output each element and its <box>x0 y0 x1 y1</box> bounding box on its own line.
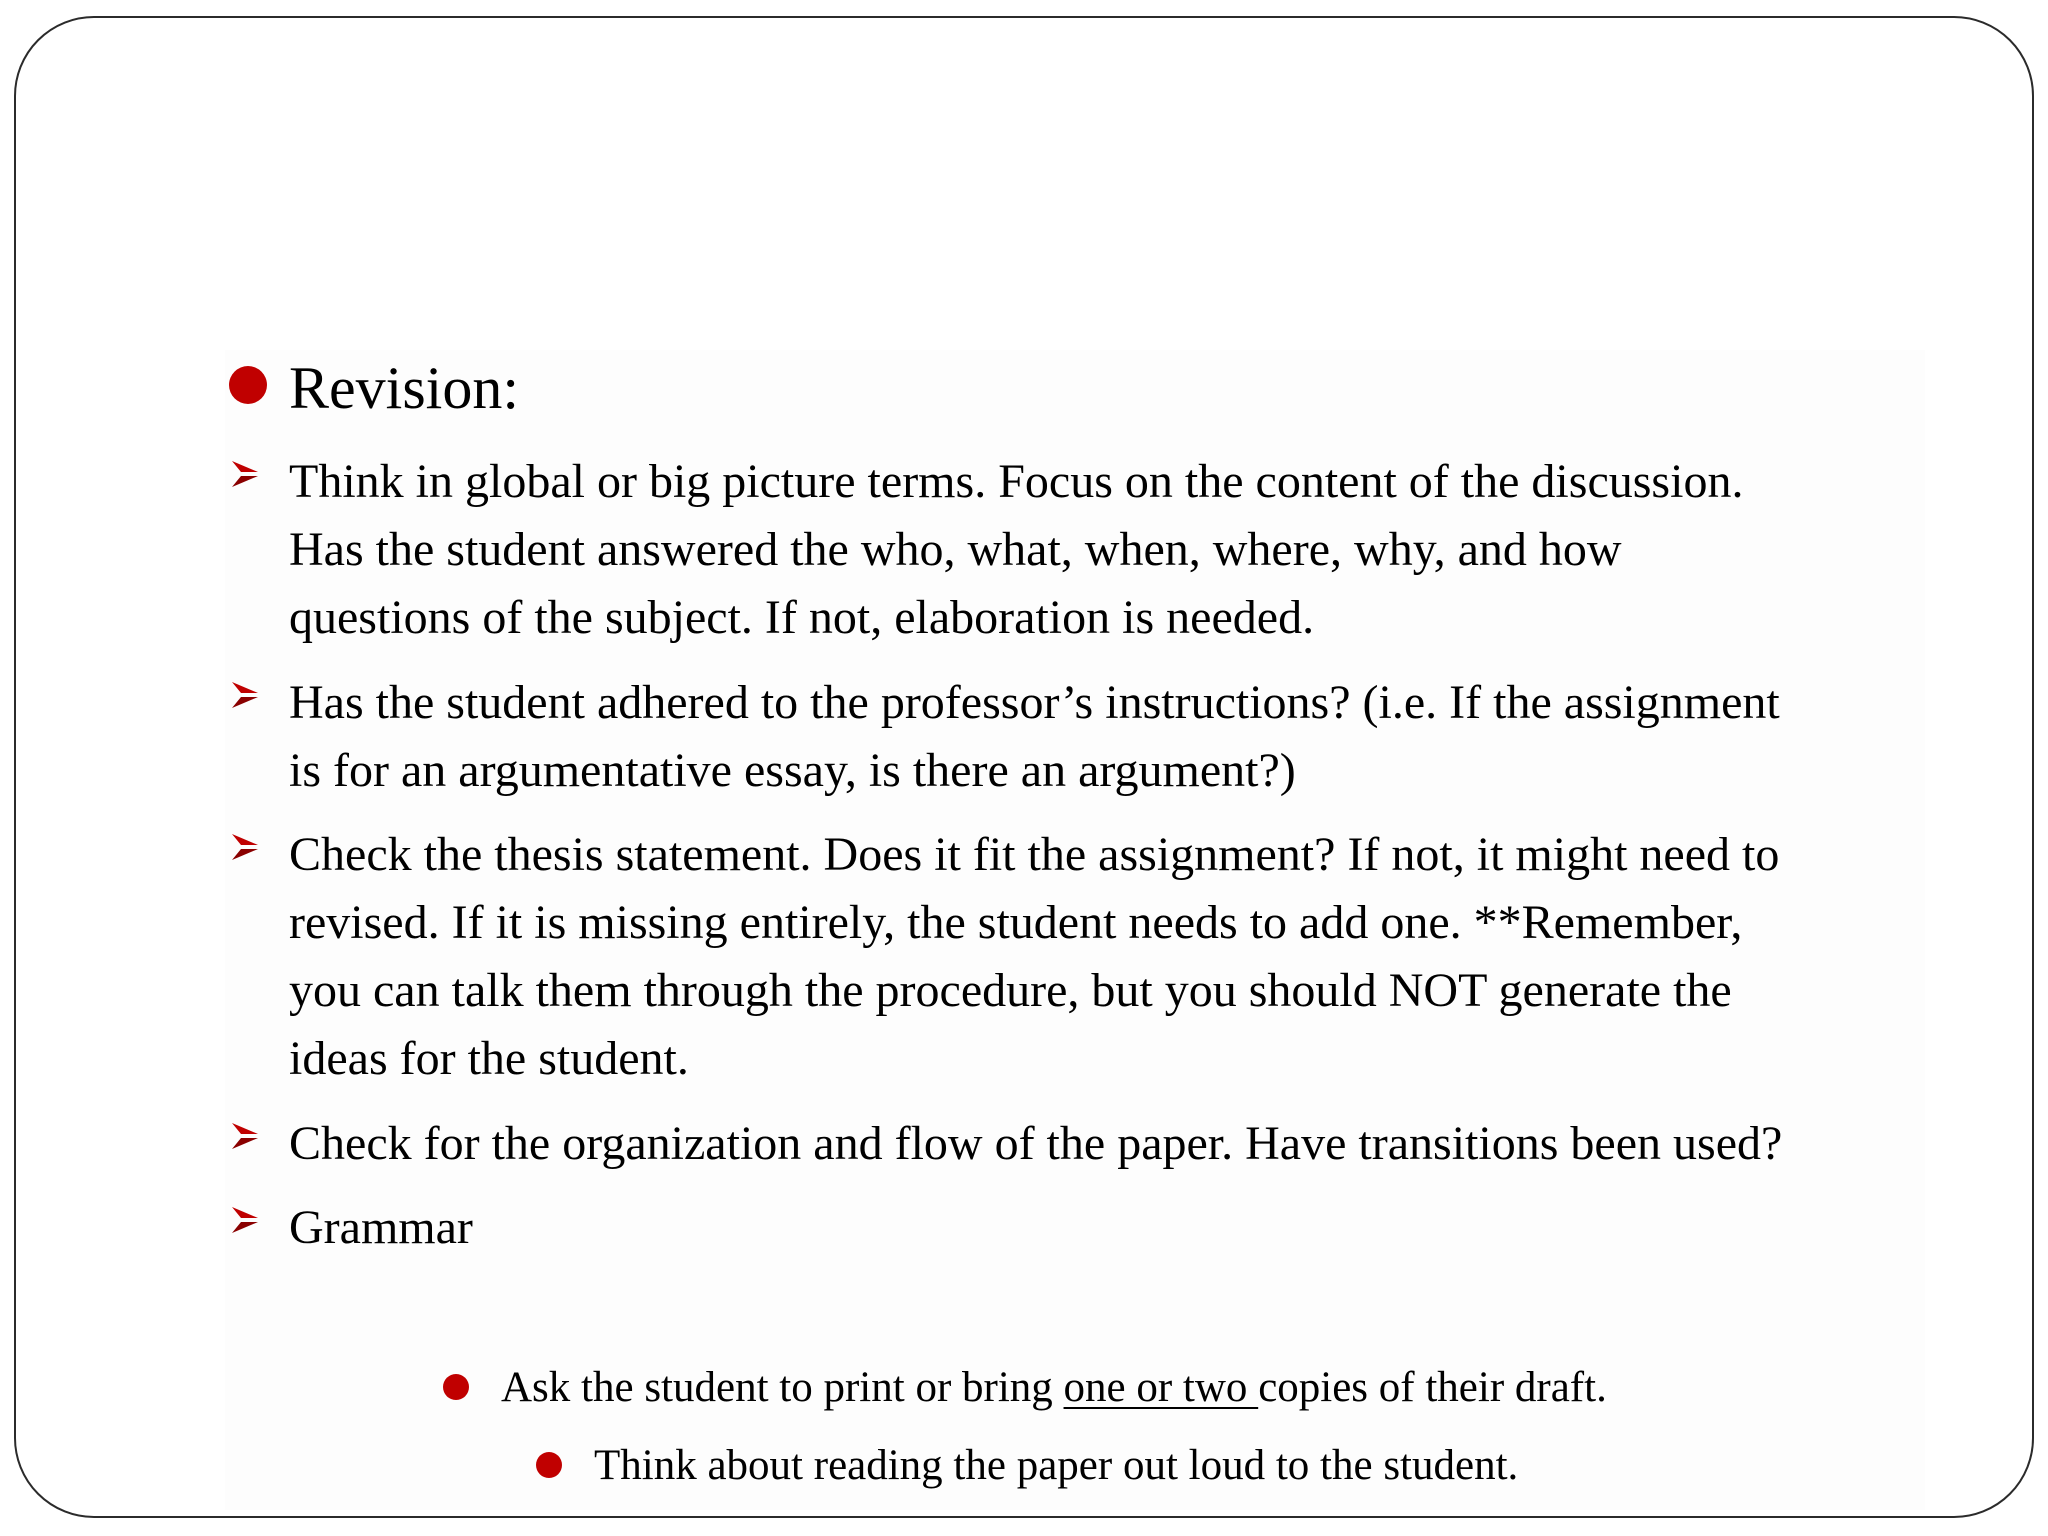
red-circle-bullet-icon <box>536 1452 562 1478</box>
text-line: questions of the subject. If not, elaboration is needed. <box>289 591 1315 644</box>
tip-text <box>501 1360 1607 1416</box>
text-line: Check the thesis statement. Does it fit the assignment? If not, it might need to <box>289 828 1780 881</box>
text-line: ideas for the student. <box>289 1032 689 1085</box>
text-line: is for an argumentative essay, is there an argument?) <box>289 744 1296 797</box>
tip-text-part: copies of their draft. <box>1258 1364 1607 1411</box>
list-item-text <box>289 1194 473 1262</box>
text-line: revised. If it is missing entirely, the student needs to add one. **Remember, <box>289 896 1743 949</box>
underlined-phrase: one or two <box>1063 1364 1259 1411</box>
heading-text: Revision: <box>289 355 520 421</box>
text-line: Grammar <box>289 1201 473 1254</box>
list-item-text <box>289 448 1743 652</box>
red-arrow-bullet-icon <box>229 1204 261 1236</box>
list-item-text <box>289 669 1780 805</box>
red-circle-bullet-icon <box>229 366 267 404</box>
red-circle-bullet-icon <box>443 1374 469 1400</box>
tip-text: Think about reading the paper out loud to the student. <box>594 1442 1519 1489</box>
red-arrow-bullet-icon <box>229 1120 261 1152</box>
text-line: you can talk them through the procedure, but you should NOT generate the <box>289 964 1732 1017</box>
list-item-text <box>289 1110 1782 1178</box>
text-line: Check for the organization and flow of the paper. Have transitions been used? <box>289 1117 1783 1170</box>
red-arrow-bullet-icon <box>229 458 261 490</box>
tip-text-part: Ask the student to print or bring <box>501 1364 1064 1411</box>
red-arrow-bullet-icon <box>229 831 261 863</box>
text-line: Has the student adhered to the professor’s instructions? (i.e. If the assignment <box>289 676 1780 729</box>
red-arrow-bullet-icon <box>229 679 261 711</box>
text-line: Think in global or big picture terms. Focus on the content of the discussion. <box>289 455 1744 508</box>
text-line: Has the student answered the who, what, when, where, why, and how <box>289 523 1622 576</box>
list-item-text <box>289 821 1779 1093</box>
